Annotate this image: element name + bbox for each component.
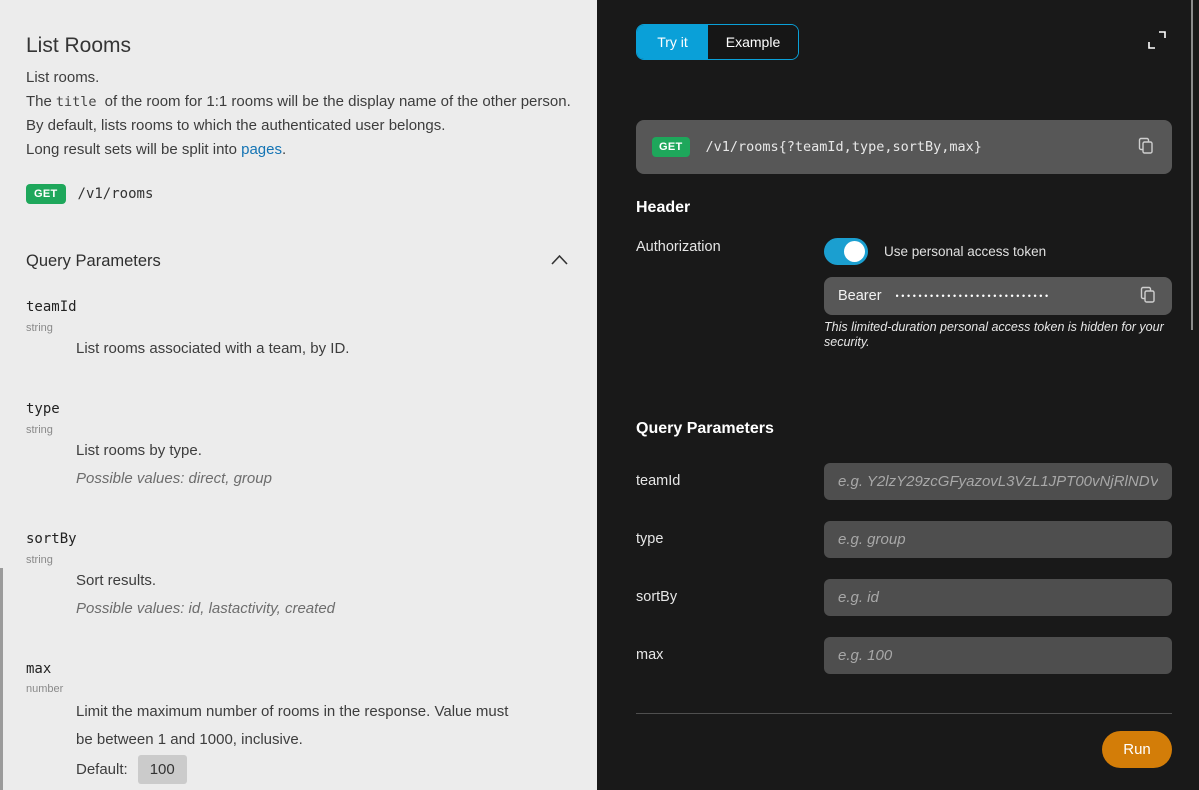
description-line: List rooms.	[26, 69, 100, 86]
param-description: Limit the maximum number of rooms in the response. Value must be between 1 and 1000, inclusive.	[76, 703, 509, 748]
description-line: By default, lists rooms to which the authenticated user belongs.	[26, 117, 446, 134]
param-description: Sort results.	[76, 572, 157, 589]
inline-code-title: title	[55, 94, 97, 110]
field-label-sortby: sortBy	[636, 589, 678, 605]
tab-example[interactable]: Example	[708, 25, 798, 59]
tab-group	[636, 24, 799, 60]
header-section-title: Header	[636, 199, 691, 216]
param-possible-values: Possible values: direct, group	[76, 470, 272, 487]
param-name-type: type	[26, 401, 60, 417]
try-it-panel	[597, 0, 1199, 790]
request-url-bar	[636, 120, 1172, 174]
right-scrollbar-thumb[interactable]	[1191, 0, 1193, 330]
copy-icon	[1138, 137, 1154, 158]
masked-token-value: •••••••••••••••••••••••••••	[895, 291, 1051, 301]
page-title: List Rooms	[26, 34, 132, 57]
collapse-section-button[interactable]	[548, 252, 571, 271]
param-type: string	[26, 322, 53, 334]
field-label-max: max	[636, 647, 664, 663]
personal-access-token-toggle[interactable]	[824, 238, 868, 265]
endpoint-path: /v1/rooms	[77, 186, 154, 202]
token-security-note: This limited-duration personal access token is hidden for your security.	[824, 320, 1164, 349]
bearer-label: Bearer	[838, 288, 882, 304]
param-name-teamid: teamId	[26, 299, 77, 315]
param-possible-values: Possible values: id, lastactivity, created	[76, 600, 336, 617]
sortby-input[interactable]	[824, 579, 1172, 616]
param-description: List rooms by type.	[76, 442, 202, 459]
param-type: number	[26, 683, 64, 695]
param-type: string	[26, 424, 53, 436]
endpoint-description	[26, 66, 586, 162]
default-value-badge: 100	[138, 755, 187, 784]
type-input[interactable]	[824, 521, 1172, 558]
method-badge: GET	[26, 184, 66, 204]
param-name-sortby: sortBy	[26, 531, 77, 547]
field-label-type: type	[636, 531, 664, 547]
pages-link[interactable]: pages	[241, 141, 282, 158]
toggle-knob	[844, 241, 865, 262]
param-default-row	[76, 755, 187, 784]
run-button[interactable]: Run	[1102, 731, 1172, 768]
expand-panel-button[interactable]	[1146, 29, 1168, 51]
description-line: Long result sets will be split into pages.	[26, 141, 287, 158]
field-label-teamid: teamId	[636, 473, 681, 489]
chevron-up-icon	[550, 254, 569, 269]
teamid-input[interactable]	[824, 463, 1172, 500]
copy-icon	[1140, 286, 1156, 307]
copy-url-button[interactable]	[1136, 135, 1156, 160]
left-scrollbar-thumb[interactable]	[0, 568, 3, 790]
query-parameters-section-header	[26, 252, 571, 271]
request-url: /v1/rooms{?teamId,type,sortBy,max}	[705, 139, 982, 155]
expand-icon	[1146, 39, 1168, 54]
query-parameters-section-title: Query Parameters	[636, 420, 774, 437]
tab-try-it[interactable]: Try it	[637, 25, 708, 59]
description-line: The title of the room for 1:1 rooms will be the display name of the other person.	[26, 93, 571, 110]
method-badge: GET	[652, 137, 690, 157]
toggle-label: Use personal access token	[884, 244, 1047, 259]
query-parameters-heading: Query Parameters	[26, 252, 161, 270]
default-label: Default:	[76, 761, 128, 778]
param-description: List rooms associated with a team, by ID.	[76, 340, 350, 357]
authorization-label: Authorization	[636, 239, 721, 255]
param-type: string	[26, 554, 53, 566]
doc-panel	[0, 0, 597, 790]
section-divider	[636, 713, 1172, 714]
auth-toggle-row	[824, 238, 1046, 265]
max-input[interactable]	[824, 637, 1172, 674]
copy-token-button[interactable]	[1138, 284, 1158, 309]
bearer-token-field[interactable]	[824, 277, 1172, 315]
endpoint-row	[26, 184, 153, 204]
param-name-max: max	[26, 661, 52, 677]
